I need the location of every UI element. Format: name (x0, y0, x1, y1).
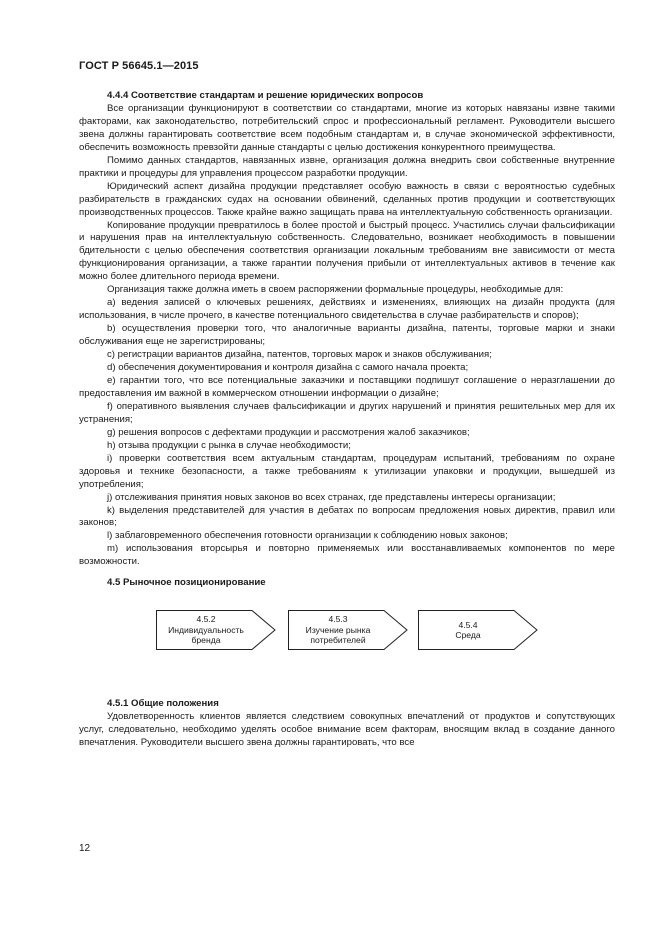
paragraph: Все организации функционируют в соответствии со стандартами, многие из которых навязаны извне такими факторами, как законодательство, потребительский спрос и профессиональный регламент. Руководители высшего звена должны гарантировать соответствие всем подобным стандартам и, в случае экономической эффективности, обеспечить возможность превзойти данные стандарты с целью достижения конкурентного преимущества. (79, 102, 615, 153)
list-item-g: g) решения вопросов с дефектами продукции и рассмотрения жалоб заказчиков; (107, 426, 470, 438)
section-heading-4-5-1: 4.5.1 Общие положения (107, 698, 219, 710)
list-item-f: f) оперативного выявления случаев фальсификации и других нарушений и принятия решительных мер для их устранения; (79, 400, 615, 425)
list-item-l: l) заблаговременного обеспечения готовности организации к соблюдению новых законов; (107, 530, 508, 542)
page-body (79, 90, 615, 750)
diagram-box-number: 4.5.2 (196, 614, 216, 625)
diagram-box-number: 4.5.3 (328, 614, 348, 625)
diagram-box-text (162, 610, 250, 650)
diagram-box-label: Индивидуальность бренда (168, 624, 244, 646)
paragraph: Копирование продукции превратилось в более простой и быстрый процесс. Участились случаи фальсификации и нарушения прав на интеллектуальную собственность. Следовательно, возникает необходимость в повышении бдительности с целью обеспечения соответствия организации локальным требованиям вне зависимости от места функционирования организации, а также гарантии получения прибыли от интеллектуальных активов в течение как можно более длительного периода времени. (79, 219, 615, 283)
diagram-box-text (424, 610, 512, 650)
section-heading-4-5: 4.5 Рыночное позиционирование (107, 577, 266, 589)
list-item-d: d) обеспечения документирования и контроля дизайна с самого начала проекта; (107, 362, 469, 374)
diagram-box-brand-identity (156, 610, 276, 650)
diagram-box-text (294, 610, 382, 650)
section-heading-4-4-4: 4.4.4 Соответствие стандартам и решение юридических вопросов (107, 90, 424, 101)
diagram-box-label: Изучение рынка потребителей (305, 624, 371, 646)
list-item-j: j) отслеживания принятия новых законов во всех странах, где представлены интересы организации; (107, 491, 556, 503)
paragraph: Удовлетворенность клиентов является следствием совокупных впечатлений от продуктов и сопутствующих услуг, следовательно, необходимо уделять особое внимание всем факторам, вносящим вклад в создание данного впечатления. Руководители высшего звена должны гарантировать, что все (79, 711, 615, 749)
diagram-box-label: Среда (455, 630, 481, 641)
paragraph: Организация также должна иметь в своем распоряжении формальные процедуры, необходимые для: (107, 284, 564, 296)
list-item-b: b) осуществления проверки того, что аналогичные варианты дизайна, патенты, торговые марки и знаки обслуживания еще не зарегистрированы; (79, 323, 615, 348)
paragraph: Помимо данных стандартов, навязанных извне, организация должна внедрить свои собственные внутренние практики и процедуры для управления процессом разработки продукции. (79, 154, 615, 179)
list-item-m: m) использования вторсырья и повторно применяемых или восстанавливаемых компонентов по мере возможности. (79, 543, 615, 568)
list-item-h: h) отзыва продукции с рынка в случае необходимости; (107, 439, 351, 451)
page-number: 12 (79, 843, 91, 854)
diagram-box-environment (418, 610, 538, 650)
diagram-box-number: 4.5.4 (458, 619, 478, 630)
document-code-header: ГОСТ Р 56645.1—2015 (79, 60, 199, 72)
list-item-a: a) ведения записей о ключевых решениях, действиях и изменениях, влияющих на дизайн продукта (для использования, в числе прочего, в качестве потенциального свидетельства в случае разбирательств и споров); (79, 297, 615, 322)
list-item-c: c) регистрации вариантов дизайна, патентов, торговых марок и знаков обслуживания; (107, 349, 492, 361)
diagram-box-market-research (288, 610, 408, 650)
list-item-k: k) выделения представителей для участия в дебатах по вопросам предложения новых директив, правил или законов; (79, 504, 615, 529)
market-positioning-diagram (79, 596, 615, 670)
list-item-e: e) гарантии того, что все потенциальные заказчики и поставщики подпишут соглашение о неразглашении до предоставления им важной в коммерческом отношении информации о дизайне; (79, 374, 615, 399)
list-item-i: i) проверки соответствия всем актуальным стандартам, процедурам испытаний, требованиям по охране здоровья и технике безопасности, а также требованиям к утилизации упаковки и продукции, вышедшей из употребления; (79, 452, 615, 490)
paragraph: Юридический аспект дизайна продукции представляет особую важность в связи с вероятностью судебных разбирательств в гражданских судах на основании обвинений, сделанных против продукции и соответствующих производственных процессов. Также крайне важно защищать права на интеллектуальную собственность организации. (79, 180, 615, 218)
